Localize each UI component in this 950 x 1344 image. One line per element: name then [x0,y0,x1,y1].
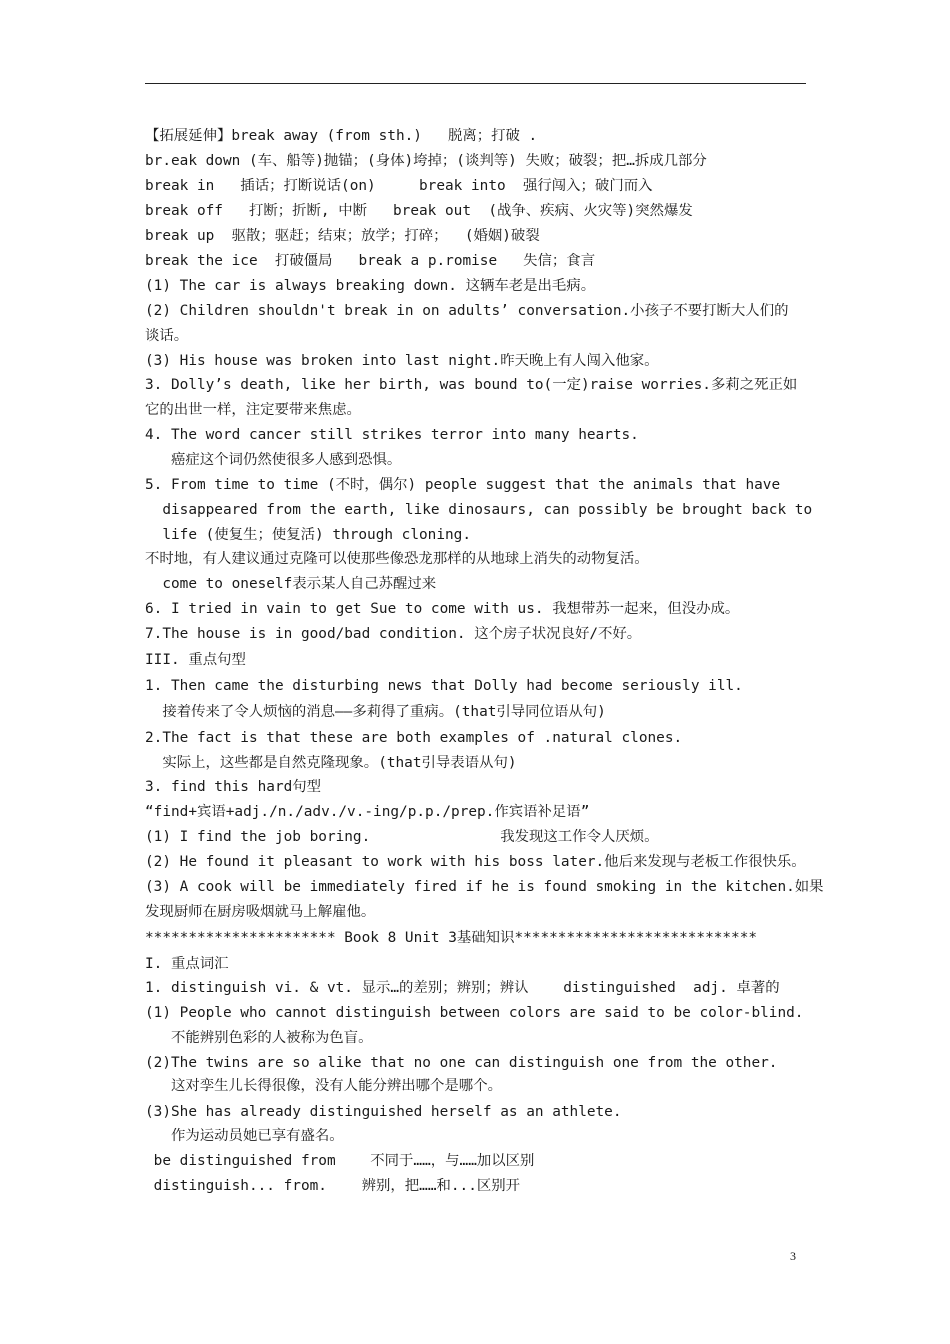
text-line: 7.The house is in good/bad condition. 这个房子状况良好/不好。 [145,626,642,642]
header-rule [145,83,806,84]
text-line: break up 驱散；驱赶；结束；放学；打碎； (婚姻)破裂 [145,228,540,244]
text-line: 不时地，有人建议通过克隆可以使那些像恐龙那样的从地球上消失的动物复活。 [145,551,649,567]
text-line: 它的出世一样，注定要带来焦虑。 [145,402,361,418]
text-line: break in 插话；打断说话(on) break into 强行闯入；破门而入 [145,178,653,194]
text-line: (2)The twins are so alike that no one can distinguish one from the other. [145,1055,778,1071]
text-line: (2) He found it pleasant to work with his boss later.他后来发现与老板工作很快乐。 [145,854,806,870]
text-line: 3. find this hard句型 [145,779,322,795]
text-line: br.eak down (车、船等)抛锚；(身体)垮掉；(谈判等) 失败；破裂；把…拆成几部分 [145,153,707,169]
text-line: come to oneself表示某人自己苏醒过来 [145,576,437,592]
text-line: III. 重点句型 [145,652,246,668]
text-line: be distinguished from 不同于……，与……加以区别 [145,1153,535,1169]
text-line: 5. From time to time (不时，偶尔) people suggest that the animals that have [145,477,781,493]
text-line: I. 重点词汇 [145,956,229,972]
text-line: 这对孪生儿长得很像，没有人能分辨出哪个是哪个。 [145,1078,502,1094]
text-line: (1) People who cannot distinguish between colors are said to be color-blind. [145,1005,804,1021]
text-line: 4. The word cancer still strikes terror into many hearts. [145,427,639,443]
text-line: (3) A cook will be immediately fired if he is found smoking in the kitchen.如果 [145,879,824,895]
text-line: break the ice 打破僵局 break a p.romise 失信；食言 [145,253,596,269]
page-number: 3 [790,1249,796,1263]
text-line: 【拓展延伸】break away (from sth.) 脱离；打破 . [145,128,538,144]
text-line: ********************** Book 8 Unit 3基础知识**************************** [145,930,758,946]
text-line: “find+宾语+adj./n./adv./v.-ing/p.p./prep.作宾语补足语” [145,804,590,820]
text-line: (3)She has already distinguished herself as an athlete. [145,1104,622,1120]
text-line: 1. distinguish vi. & vt. 显示…的差别；辨别；辨认 distinguished adj. 卓著的 [145,980,780,996]
text-line: life (使复生；使复活) through cloning. [145,527,471,543]
text-line: distinguish... from. 辨别，把……和...区别开 [145,1178,521,1194]
text-line: break off 打断；折断, 中断 break out (战争、疾病、火灾等)突然爆发 [145,203,693,219]
text-line: 3. Dolly’s death, like her birth, was bound to(一定)raise worries.多莉之死正如 [145,377,798,393]
text-line: (1) I find the job boring. 我发现这工作令人厌烦。 [145,829,659,845]
text-line: 谈话。 [145,328,189,344]
text-line: (3) His house was broken into last night.昨天晚上有人闯入他家。 [145,353,659,369]
text-line: 癌症这个词仍然使很多人感到恐惧。 [145,452,402,468]
text-line: 2.The fact is that these are both examples of .natural clones. [145,730,683,746]
text-line: 发现厨师在厨房吸烟就马上解雇他。 [145,904,376,920]
text-line: disappeared from the earth, like dinosaurs, can possibly be brought back to [145,502,813,518]
text-line: 6. I tried in vain to get Sue to come with us. 我想带苏一起来，但没办成。 [145,601,740,617]
text-line: 1. Then came the disturbing news that Dolly had become seriously ill. [145,678,743,694]
text-line: 接着传来了令人烦恼的消息——多莉得了重病。(that引导同位语从句) [145,704,606,720]
text-line: 实际上，这些都是自然克隆现象。(that引导表语从句) [145,755,517,771]
text-line: 作为运动员她已享有盛名。 [145,1128,344,1144]
text-line: 不能辨别色彩的人被称为色盲。 [145,1030,373,1046]
text-line: (2) Children shouldn't break in on adults’ conversation.小孩子不要打断大人们的 [145,303,789,319]
text-line: (1) The car is always breaking down. 这辆车老是出毛病。 [145,278,596,294]
